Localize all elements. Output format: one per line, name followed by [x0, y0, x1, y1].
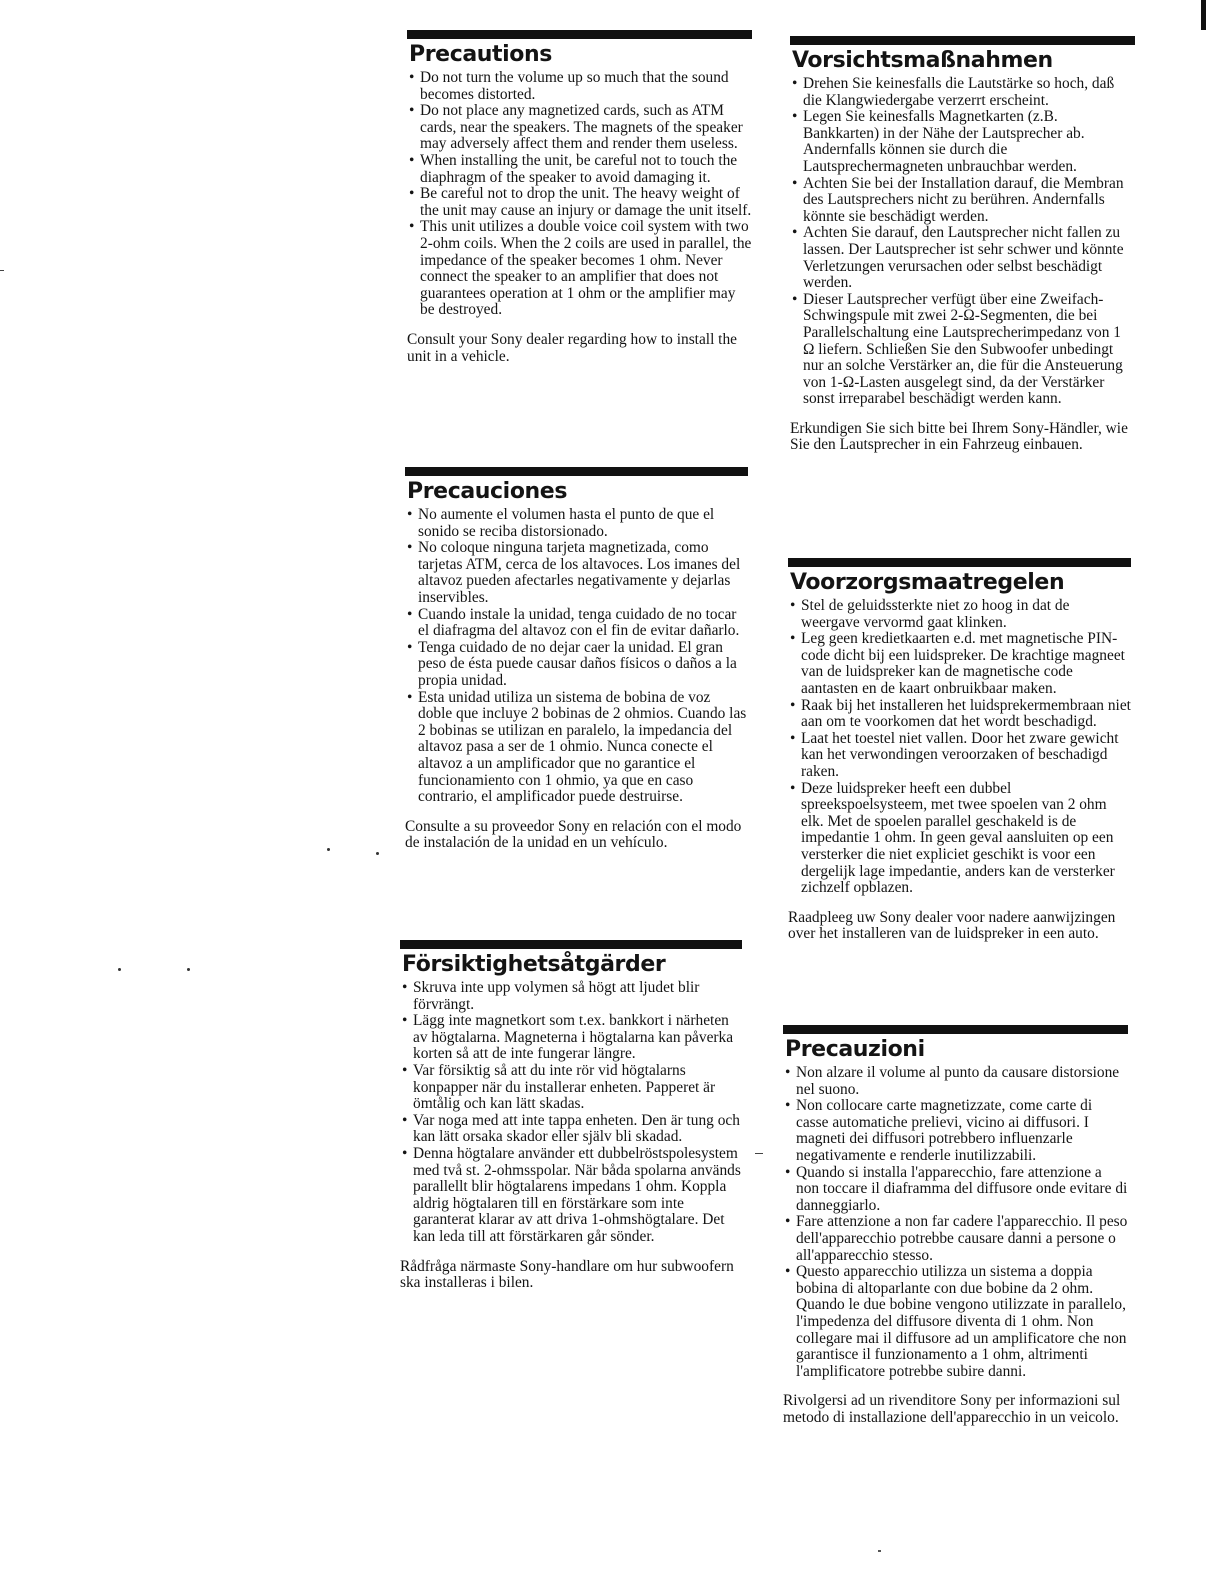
section-heading: Försiktighetsåtgärder [402, 952, 666, 977]
precaution-item: • Leg geen kredietkaarten e.d. met magnetische PIN-code dicht bij een luidspreker. De krachtige magneet van de luidspreker kan de magnetische code aantasten en de kaart onbruikbaar maken. [788, 631, 1131, 697]
precaution-item: • Stel de geluidssterkte niet zo hoog in dat de weergave vervormd gaat klinken. [788, 598, 1131, 631]
precaution-item: • Drehen Sie keinesfalls die Lautstärke so hoch, daß die Klangwiedergabe verzerrt erscheint. [790, 76, 1135, 109]
precaution-item: • Be careful not to drop the unit. The heavy weight of the unit may cause an injury or damage the unit itself. [407, 186, 752, 219]
dealer-note: Consulte a su proveedor Sony en relación con el modo de instalación de la unidad en un vehículo. [405, 817, 742, 852]
scan-edge-mark [1201, 0, 1206, 30]
precaution-list [783, 1065, 1128, 1380]
section-heading: Precautions [409, 42, 552, 67]
section-rule [400, 940, 742, 949]
scan-speck [327, 848, 330, 851]
precaution-item: • Var försiktig så att du inte rör vid högtalarns konpapper när du installerar enheten. Papperet är ömtålig och kan lätt skadas. [400, 1063, 742, 1113]
scan-speck [376, 852, 379, 855]
precaution-item: • Non alzare il volume al punto da causare distorsione nel suono. [783, 1065, 1128, 1098]
section-precauciones-es [405, 467, 748, 852]
precaution-item: • Fare attenzione a non far cadere l'apparecchio. Il peso dell'apparecchio potrebbe causare danni a persone o all'apparecchio stesso. [783, 1214, 1128, 1264]
precaution-item: • Quando si installa l'apparecchio, fare attenzione a non toccare il diaframma del diffusore onde evitare di danneggiarlo. [783, 1165, 1128, 1215]
precaution-item: • This unit utilizes a double voice coil system with two 2-ohm coils. When the 2 coils are used in parallel, the impedance of the speaker becomes 1 ohm. Never connect the speaker to an amplifier that does not guarantees operation at 1 ohm or the amplifier may be destroyed. [407, 219, 752, 319]
section-rule [783, 1025, 1128, 1034]
precaution-item: • Var noga med att inte tappa enheten. Den är tung och kan lätt orsaka skador eller själv bli skadad. [400, 1113, 742, 1146]
precaution-item: • Cuando instale la unidad, tenga cuidado de no tocar el diafragma del altavoz con el fin de evitar dañarlo. [405, 607, 748, 640]
section-heading: Voorzorgsmaatregelen [790, 570, 1065, 595]
precaution-item: • Laat het toestel niet vallen. Door het zware gewicht kan het verwondingen veroorzaken of beschadigd raken. [788, 731, 1131, 781]
section-vorsichtsmassnahmen-de [790, 36, 1135, 454]
section-voorzorgsmaatregelen-nl [788, 558, 1131, 943]
precaution-item: • Legen Sie keinesfalls Magnetkarten (z.B. Bankkarten) in der Nähe der Lautsprecher ab. Andernfalls können sie durch die Lautsprechermagneten unbrauchbar werden. [790, 109, 1135, 175]
precaution-list [788, 598, 1131, 897]
dealer-note: Raadpleeg uw Sony dealer voor nadere aanwijzingen over het installeren van de luidspreker in een auto. [788, 908, 1116, 943]
section-rule [405, 467, 748, 476]
dealer-note: Rivolgersi ad un rivenditore Sony per informazioni sul metodo di installazione dell'apparecchio in un veicolo. [783, 1392, 1121, 1426]
precaution-item: • Non collocare carte magnetizzate, come carte di casse automatiche prelievi, vicino ai diffusori. I magneti dei diffusori potrebbero influenzarle negativamente e renderle inutilizzabili. [783, 1098, 1128, 1164]
scan-speck [118, 968, 121, 971]
precaution-item: • Tenga cuidado de no dejar caer la unidad. El gran peso de ésta puede causar daños físicos o daños a la propia unidad. [405, 640, 748, 690]
scan-speck [187, 968, 190, 971]
section-heading: Precauciones [407, 479, 568, 504]
precaution-list [407, 70, 752, 319]
dealer-note: Erkundigen Sie sich bitte bei Ihrem Sony-Händler, wie Sie den Lautsprecher in ein Fahrzeug einbauen. [790, 419, 1128, 454]
section-heading: Vorsichtsmaßnahmen [792, 48, 1053, 73]
section-rule [790, 36, 1135, 45]
precaution-item: • Skruva inte upp volymen så högt att ljudet blir förvrängt. [400, 980, 742, 1013]
precaution-item: • Raak bij het installeren het luidsprekermembraan niet aan om te voorkomen dat het wordt beschadigd. [788, 698, 1131, 731]
section-precauzioni-it [783, 1025, 1128, 1426]
precaution-item: • Deze luidspreker heeft een dubbel spreekspoelsysteem, met twee spoelen van 2 ohm elk. Met de spoelen parallel geschakeld is de impedantie 1 ohm. In geen geval aansluiten op een versterker die niet expliciet geschikt is voor een dergelijk lage impedantie, anders kan de versterker zichzelf opblazen. [788, 781, 1131, 897]
precaution-item: • Dieser Lautsprecher verfügt über eine Zweifach-Schwingspule mit zwei 2-Ω-Segmenten, die bei Parallelschaltung eine Lautsprecherimpedanz von 1 Ω liefern. Schließen Sie den Subwoofer unbedingt nur an solche Verstärker an, die für die Ansteuerung von 1-Ω-Lasten ausgelegt sind, da der Verstärker sonst irreparabel beschädigt werden kann. [790, 292, 1135, 408]
precaution-item: • No coloque ninguna tarjeta magnetizada, como tarjetas ATM, cerca de los altavoces. Los imanes del altavoz pueden afectarles negativamente y dejarlas inservibles. [405, 540, 748, 606]
precaution-item: • Denna högtalare använder ett dubbelröstspolesystem med två st. 2-ohmsspolar. När båda spolarna används parallellt blir högtalarens impedans 1 ohm. Koppla aldrig högtalaren till en förstärkare som inte garanterat klarar av att driva 1-ohmshögtalare. Det kan leda till att förstärkaren går sönder. [400, 1146, 742, 1246]
dealer-note: Rådfråga närmaste Sony-handlare om hur subwoofern ska installeras i bilen. [400, 1257, 734, 1292]
precaution-item: • No aumente el volumen hasta el punto de que el sonido se reciba distorsionado. [405, 507, 748, 540]
precaution-item: • Do not place any magnetized cards, such as ATM cards, near the speakers. The magnets of the speaker may adversely affect them and render them useless. [407, 103, 752, 153]
precaution-item: • Achten Sie darauf, den Lautsprecher nicht fallen zu lassen. Der Lautsprecher ist sehr schwer und könnte Verletzungen verursachen oder selbst beschädigt werden. [790, 225, 1135, 291]
precaution-item: • Esta unidad utiliza un sistema de bobina de voz doble que incluye 2 bobinas de 2 ohmios. Cuando las 2 bobinas se utilizan en paralelo, la impedancia del altavoz pasa a ser de 1 ohmio. Nunca conecte el altavoz a un amplificador que no garantice el funcionamiento con 1 ohmio, ya que en caso contrario, el amplificador puede destruirse. [405, 690, 748, 806]
section-precautions-en [407, 30, 752, 365]
section-rule [407, 30, 752, 39]
scan-speck [0, 270, 4, 271]
dealer-note: Consult your Sony dealer regarding how to install the unit in a vehicle. [407, 330, 737, 365]
precaution-item: • Achten Sie bei der Installation darauf, die Membran des Lautsprechers nicht zu berühren. Andernfalls könnte sie beschädigt werden. [790, 176, 1135, 226]
precaution-item: • Lägg inte magnetkort som t.ex. bankkort i närheten av högtalarna. Magneterna i högtalarna kan påverka korten så att de inte fungerar längre. [400, 1013, 742, 1063]
precaution-list [400, 980, 742, 1246]
precaution-item: • Questo apparecchio utilizza un sistema a doppia bobina di altoparlante con due bobine da 2 ohm. Quando le due bobine vengono utilizzate in parallelo, l'impedenza del diffusore diventa di 1 ohm. Non collegare mai il diffusore ad un amplificatore che non garantisce il funzionamento a 1 ohm, altrimenti l'amplificatore potrebbe subire danni. [783, 1264, 1128, 1380]
scan-speck [755, 1153, 763, 1154]
precaution-item: • Do not turn the volume up so much that the sound becomes distorted. [407, 70, 752, 103]
section-forsiktighetsatgarder-sv [400, 940, 742, 1292]
precaution-item: • When installing the unit, be careful not to touch the diaphragm of the speaker to avoid damaging it. [407, 153, 752, 186]
section-heading: Precauzioni [785, 1037, 925, 1062]
precaution-list [790, 76, 1135, 408]
section-rule [788, 558, 1131, 567]
precaution-list [405, 507, 748, 806]
scan-speck [878, 1550, 881, 1552]
